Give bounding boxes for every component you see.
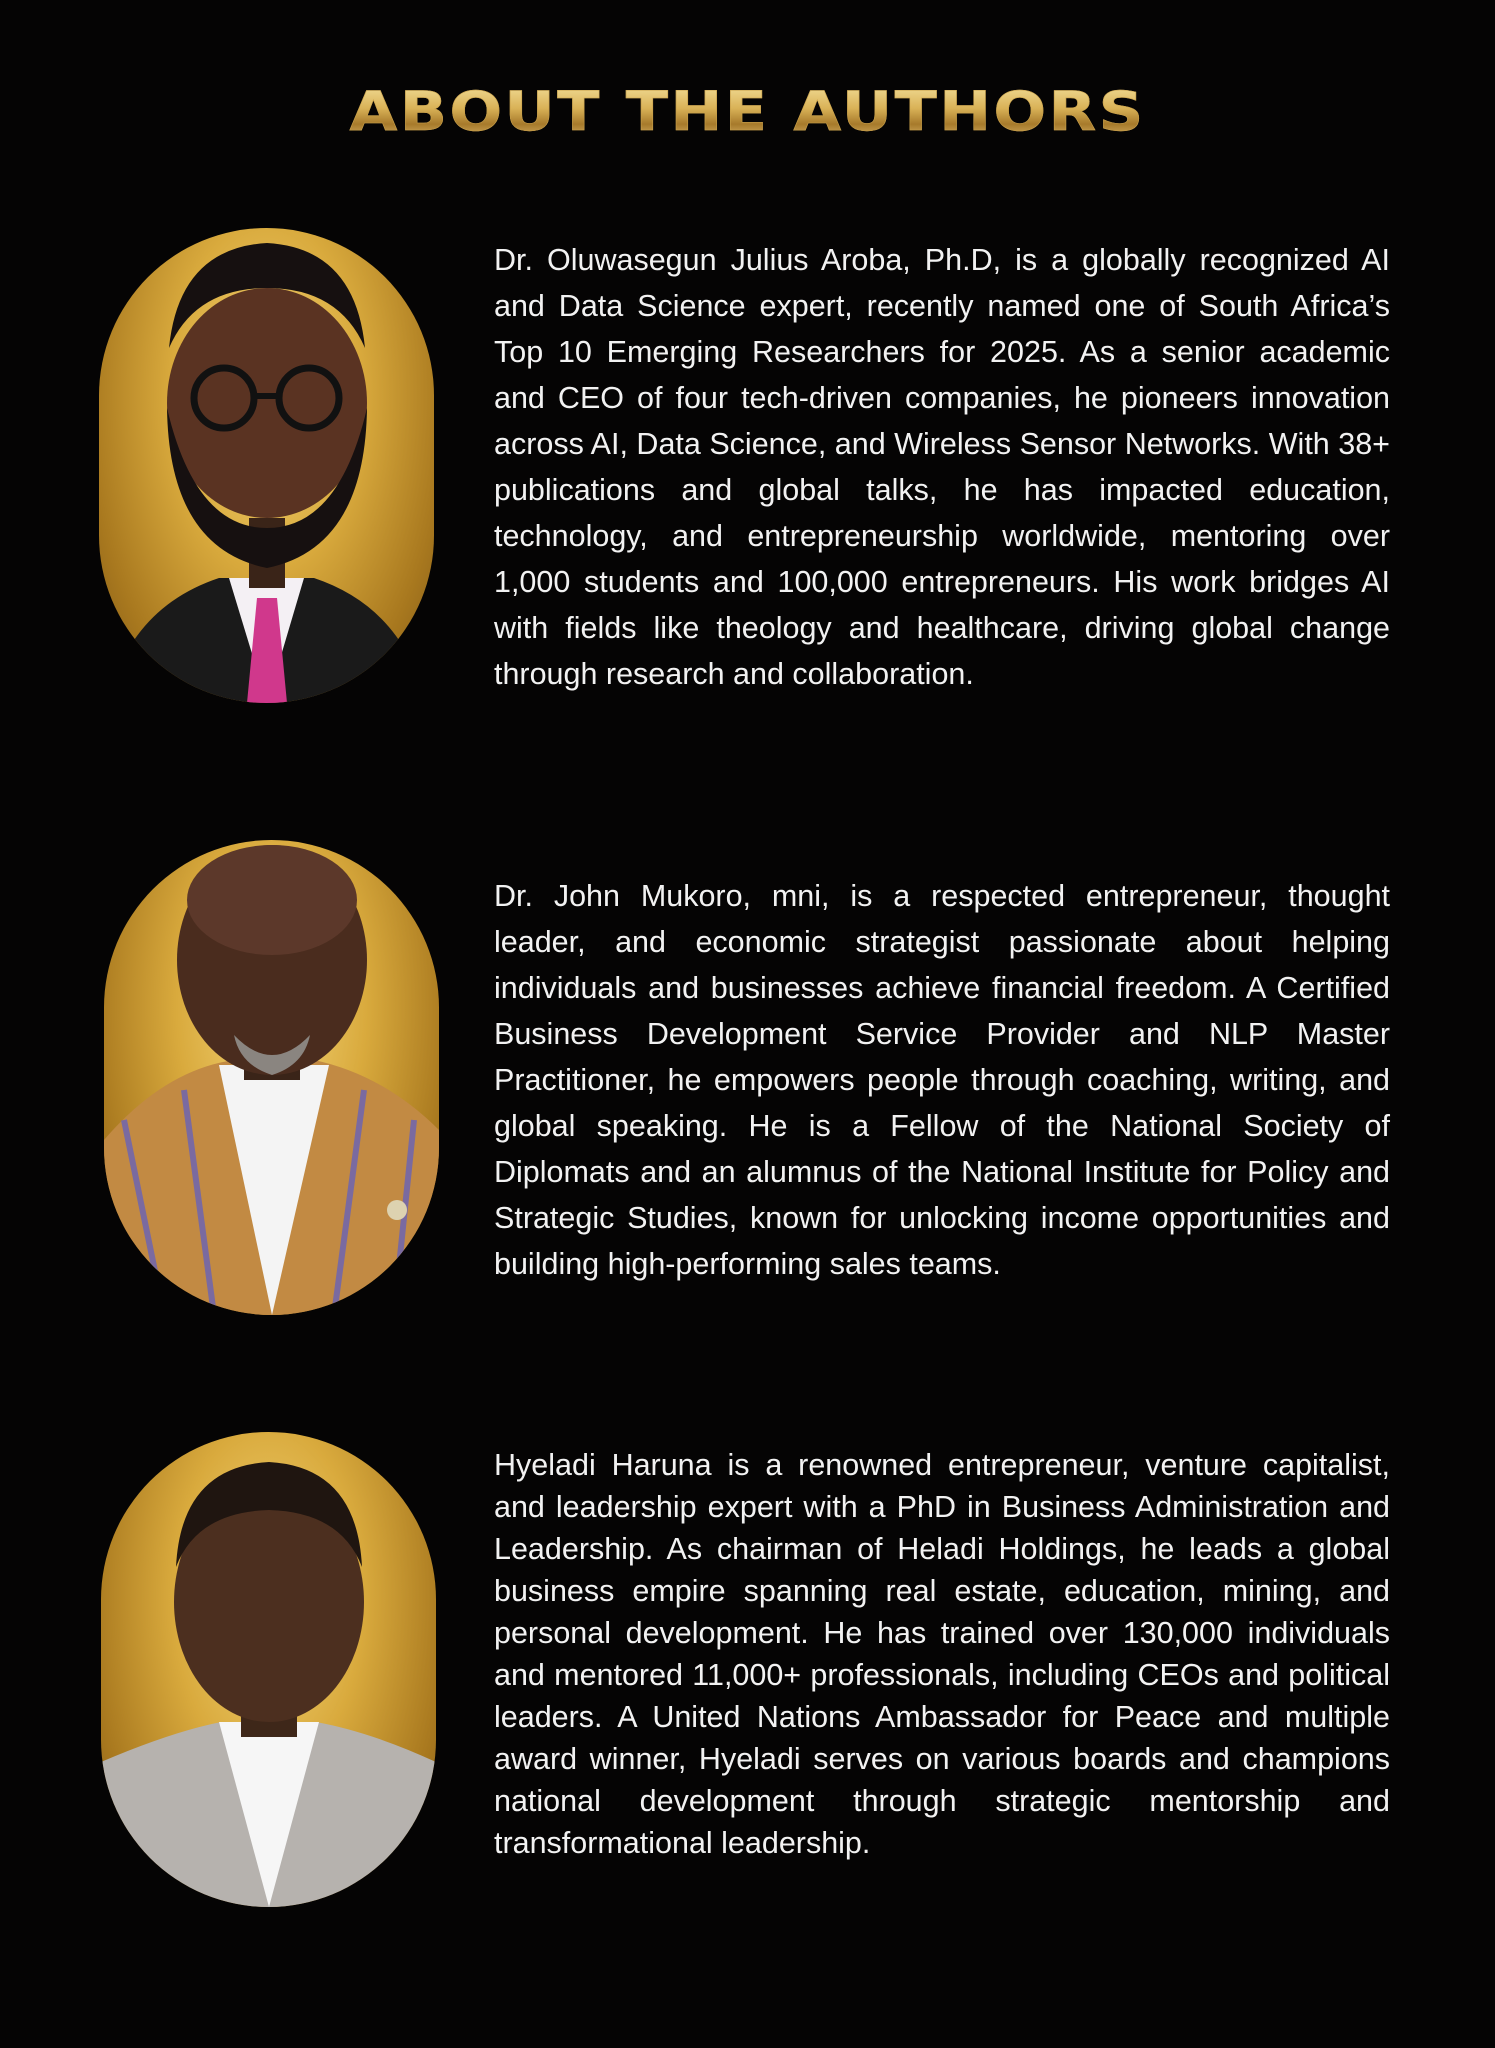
author-1-bio: Dr. Oluwasegun Julius Aroba, Ph.D, is a globally recognized AI and Data Science expert, recently named one of South Africa’s Top 10 Emerging Researchers for 2025. As a senior academic and CEO of four tech-driven companies, he pioneers innovation across AI, Data Science, and Wireless Sensor Networks. With 38+ publications and global talks, he has impacted education, technology, and entrepreneurship worldwide, mentoring over 1,000 students and 100,000 entrepreneurs. His work bridges AI with fields like theology and healthcare, driving global change through research and collaboration. — [494, 243, 1390, 691]
author-3-portrait — [101, 1432, 436, 1907]
page-title: ABOUT THE AUTHORS — [0, 80, 1495, 143]
author-2-bio: Dr. John Mukoro, mni, is a respected entrepreneur, thought leader, and economic strategist passionate about helping individuals and businesses achieve financial freedom. A Certified Business Development Service Provider and NLP Master Practitioner, he empowers people through coaching, writing, and global speaking. He is a Fellow of the National Society of Diplomats and an alumnus of the National Institute for Policy and Strategic Studies, known for unlocking income opportunities and building high-performing sales teams. — [494, 879, 1390, 1281]
author-1-portrait — [99, 228, 434, 703]
author-portrait-icon — [104, 840, 439, 1315]
author-portrait-icon — [101, 1432, 436, 1907]
author-portrait-icon — [99, 228, 434, 703]
author-2-portrait — [104, 840, 439, 1315]
author-3-bio: Hyeladi Haruna is a renowned entrepreneur, venture capitalist, and leadership expert with a PhD in Business Administration and Leadership. As chairman of Heladi Holdings, he leads a global business empire spanning real estate, education, mining, and personal development. He has trained over 130,000 individuals and mentored 11,000+ professionals, including CEOs and political leaders. A United Nations Ambassador for Peace and multiple award winner, Hyeladi serves on various boards and champions national development through strategic mentorship and transformational leadership. — [494, 1448, 1390, 1860]
